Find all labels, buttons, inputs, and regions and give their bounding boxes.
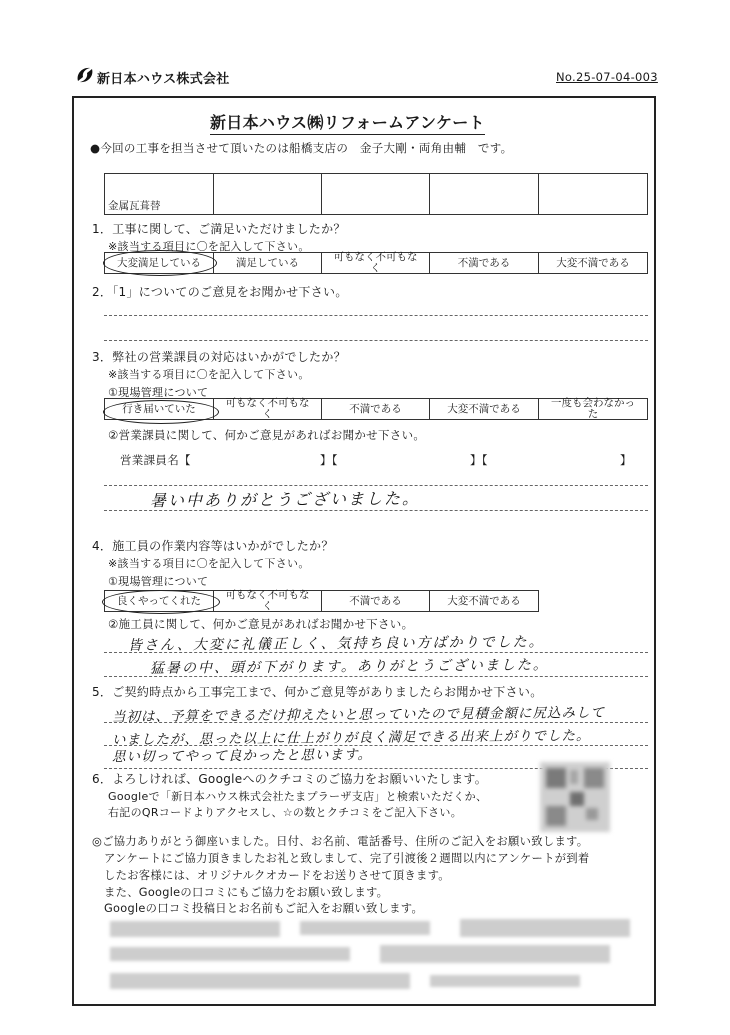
thanks-line: アンケートにご協力頂きましたお礼と致しまして、完了引渡後２週間以内にアンケートが到着: [104, 852, 590, 865]
thanks-line: ◎ご協力ありがとう御座いました。日付、お名前、電話番号、住所のご記入をお願い致します。: [92, 835, 589, 848]
intro-text: ●今回の工事を担当させて頂いたのは船橋支店の 金子大剛・両角由輔 です。: [90, 141, 513, 155]
q4-option[interactable]: 可もなく不可もな く: [213, 590, 322, 612]
answer-line: [104, 722, 648, 723]
q3-handwritten-comment: 暑い中ありがとうございました。: [149, 488, 421, 511]
work-item-cell: 金属瓦葺替: [104, 173, 214, 215]
answer-line: [104, 315, 648, 316]
q5-handwritten-comment: 当初は、予算をできるだけ抑えたいと思っていたので見積金額に尻込みして: [111, 704, 606, 726]
q5-handwritten-comment: いましたが、思った以上に仕上がりが良く満足できる出来上がりでした。: [111, 727, 591, 749]
staff-bracket: 】【: [470, 453, 488, 467]
q1-option[interactable]: 可もなく不可もな く: [321, 252, 430, 274]
q5-handwritten-comment: 思い切ってやって良かったと思います。: [111, 746, 373, 766]
q4-option[interactable]: 大変不満である: [429, 590, 539, 612]
q3-option[interactable]: 一度も会わなかっ た: [538, 398, 648, 420]
q3-option[interactable]: 可もなく不可もな く: [213, 398, 322, 420]
answer-line: [104, 676, 648, 677]
thanks-line: したお客様には、オリジナルクオカードをお送りさせて頂きます。: [104, 869, 450, 882]
qr-code-icon[interactable]: [540, 762, 610, 832]
q6-line: Googleで「新日本ハウス株式会社たまプラーザ支店」と検索いただくか、: [108, 790, 488, 803]
work-item-cell: [213, 173, 322, 215]
work-item-cell: [429, 173, 539, 215]
q1-note: ※該当する項目に〇を記入して下さい。: [108, 240, 310, 253]
answer-line: [104, 340, 648, 341]
q1-title: 1．工事に関して、ご満足いただけましたか？: [92, 222, 346, 236]
q1-option[interactable]: 大変不満である: [538, 252, 648, 274]
work-item-cell: [538, 173, 648, 215]
q3-option[interactable]: 大変不満である: [429, 398, 539, 420]
answer-line: [104, 510, 648, 511]
q4-selected-circle: [102, 590, 220, 614]
q1-option[interactable]: 大変満足している: [104, 252, 214, 274]
q3-option[interactable]: 行き届いていた: [104, 398, 214, 420]
q4-sub2: ②施工員に関して、何かご意見があればお聞かせ下さい。: [108, 617, 414, 631]
q4-note: ※該当する項目に〇を記入して下さい。: [108, 557, 310, 570]
answer-line: [104, 652, 648, 653]
q4-title: 4．施工員の作業内容等はいかがでしたか？: [92, 539, 334, 553]
q2-title: 2．「1」についてのご意見をお聞かせ下さい。: [92, 285, 348, 299]
q3-sub1: ①現場管理について: [108, 386, 209, 399]
q4-handwritten-comment: 皆さん、大変に礼儀正しく、気持ち良い方ばかりでした。: [127, 634, 545, 654]
work-item-cell: [321, 173, 430, 215]
redacted-customer-info: [100, 915, 650, 1003]
thanks-line: Googleの口コミ投稿日とお名前もご記入をお願い致します。: [104, 902, 424, 915]
company-name: 新日本ハウス株式会社: [97, 72, 230, 87]
q1-option[interactable]: 不満である: [429, 252, 539, 274]
q6-title: 6．よろしければ、Googleへのクチコミのご協力をお願いいたします。: [92, 772, 488, 786]
q5-title: 5．ご契約時点から工事完工まで、何かご意見等がありましたらお聞かせ下さい。: [92, 685, 543, 699]
document-number: No.25-07-04-003: [556, 70, 658, 84]
staff-bracket: 】【: [320, 453, 338, 467]
staff-bracket: 】: [620, 453, 632, 467]
q3-title: 3．弊社の営業課員の対応はいかがでしたか？: [92, 350, 346, 364]
q3-option[interactable]: 不満である: [321, 398, 430, 420]
swirl-logo-icon: [74, 64, 96, 86]
q4-sub1: ①現場管理について: [108, 575, 209, 588]
thanks-line: また、Googleの口コミにもご協力をお願い致します。: [104, 886, 389, 899]
q6-line: 右記のQRコードよりアクセスし、☆の数とクチコミをご記入下さい。: [108, 806, 462, 819]
company-logo: [74, 64, 96, 86]
form-title: 新日本ハウス㈱リフォームアンケート: [210, 110, 485, 135]
q3-selected-circle: [103, 400, 219, 424]
q4-option[interactable]: 良くやってくれた: [104, 590, 214, 612]
q4-option[interactable]: 不満である: [321, 590, 430, 612]
staff-name-label: 営業課員名【: [120, 453, 191, 467]
q3-note: ※該当する項目に〇を記入して下さい。: [108, 368, 310, 381]
q1-selected-circle: [103, 250, 217, 276]
q3-sub2: ②営業課員に関して、何かご意見があればお聞かせ下さい。: [108, 428, 426, 442]
q1-option[interactable]: 満足している: [213, 252, 322, 274]
q4-handwritten-comment: 猛暑の中、頭が下がります。ありがとうございました。: [149, 657, 549, 677]
